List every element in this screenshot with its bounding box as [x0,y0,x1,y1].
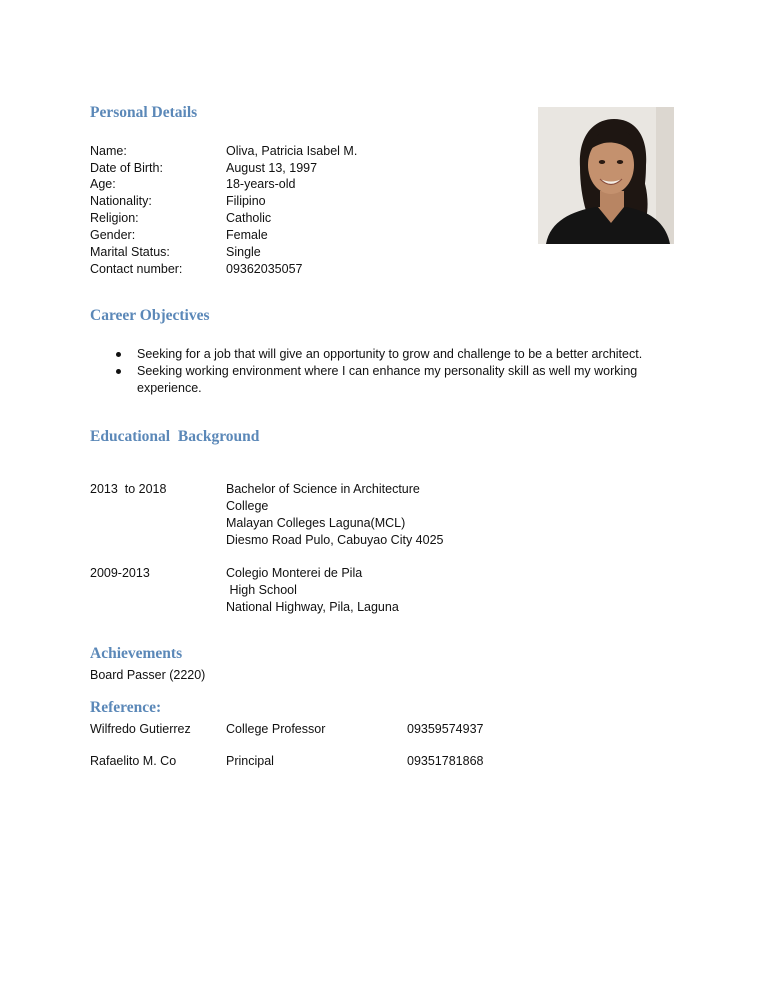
detail-value: Catholic [226,211,272,225]
detail-value: Filipino [226,194,266,208]
personal-details-heading: Personal Details [90,104,198,121]
education-detail-line: Malayan Colleges Laguna(MCL) [226,516,406,530]
detail-label: Nationality: [90,194,152,208]
bullet-icon [116,352,121,357]
objective-item-text: Seeking working environment where I can enhance my personality skill as well my working [137,364,638,378]
career-objectives-heading: Career Objectives [90,307,210,324]
education-detail-line: National Highway, Pila, Laguna [226,600,399,614]
detail-label: Religion: [90,211,139,225]
reference-phone: 09359574937 [407,722,484,736]
reference-heading: Reference: [90,699,162,716]
reference-name: Rafaelito M. Co [90,754,177,768]
achievements-heading: Achievements [90,645,183,662]
reference-position: College Professor [226,722,326,736]
detail-value: 18-years-old [226,177,296,191]
objective-item-text: Seeking for a job that will give an opportunity to grow and challenge to be a better architect. [137,347,643,361]
detail-value: Female [226,228,268,242]
education-detail-line: Colegio Monterei de Pila [226,566,363,580]
education-detail-line: Bachelor of Science in Architecture [226,482,420,496]
detail-value: 09362035057 [226,262,303,276]
reference-name: Wilfredo Gutierrez [90,722,191,736]
detail-label: Age: [90,177,116,191]
detail-value: August 13, 1997 [226,161,318,175]
reference-position: Principal [226,754,274,768]
education-years: 2013 to 2018 [90,482,167,496]
detail-value: Single [226,245,261,259]
bullet-icon [116,369,121,374]
detail-label: Date of Birth: [90,161,163,175]
objective-item-text-continued: experience. [137,381,202,395]
detail-value: Oliva, Patricia Isabel M. [226,144,358,158]
profile-photo [538,107,674,244]
educational-background-heading: Educational Background [90,428,260,445]
detail-label: Contact number: [90,262,183,276]
education-detail-line: High School [226,583,297,597]
detail-label: Marital Status: [90,245,170,259]
detail-label: Name: [90,144,127,158]
reference-phone: 09351781868 [407,754,484,768]
education-years: 2009-2013 [90,566,150,580]
achievement-item: Board Passer (2220) [90,668,206,682]
education-detail-line: College [226,499,269,513]
education-detail-line: Diesmo Road Pulo, Cabuyao City 4025 [226,533,444,547]
detail-label: Gender: [90,228,136,242]
